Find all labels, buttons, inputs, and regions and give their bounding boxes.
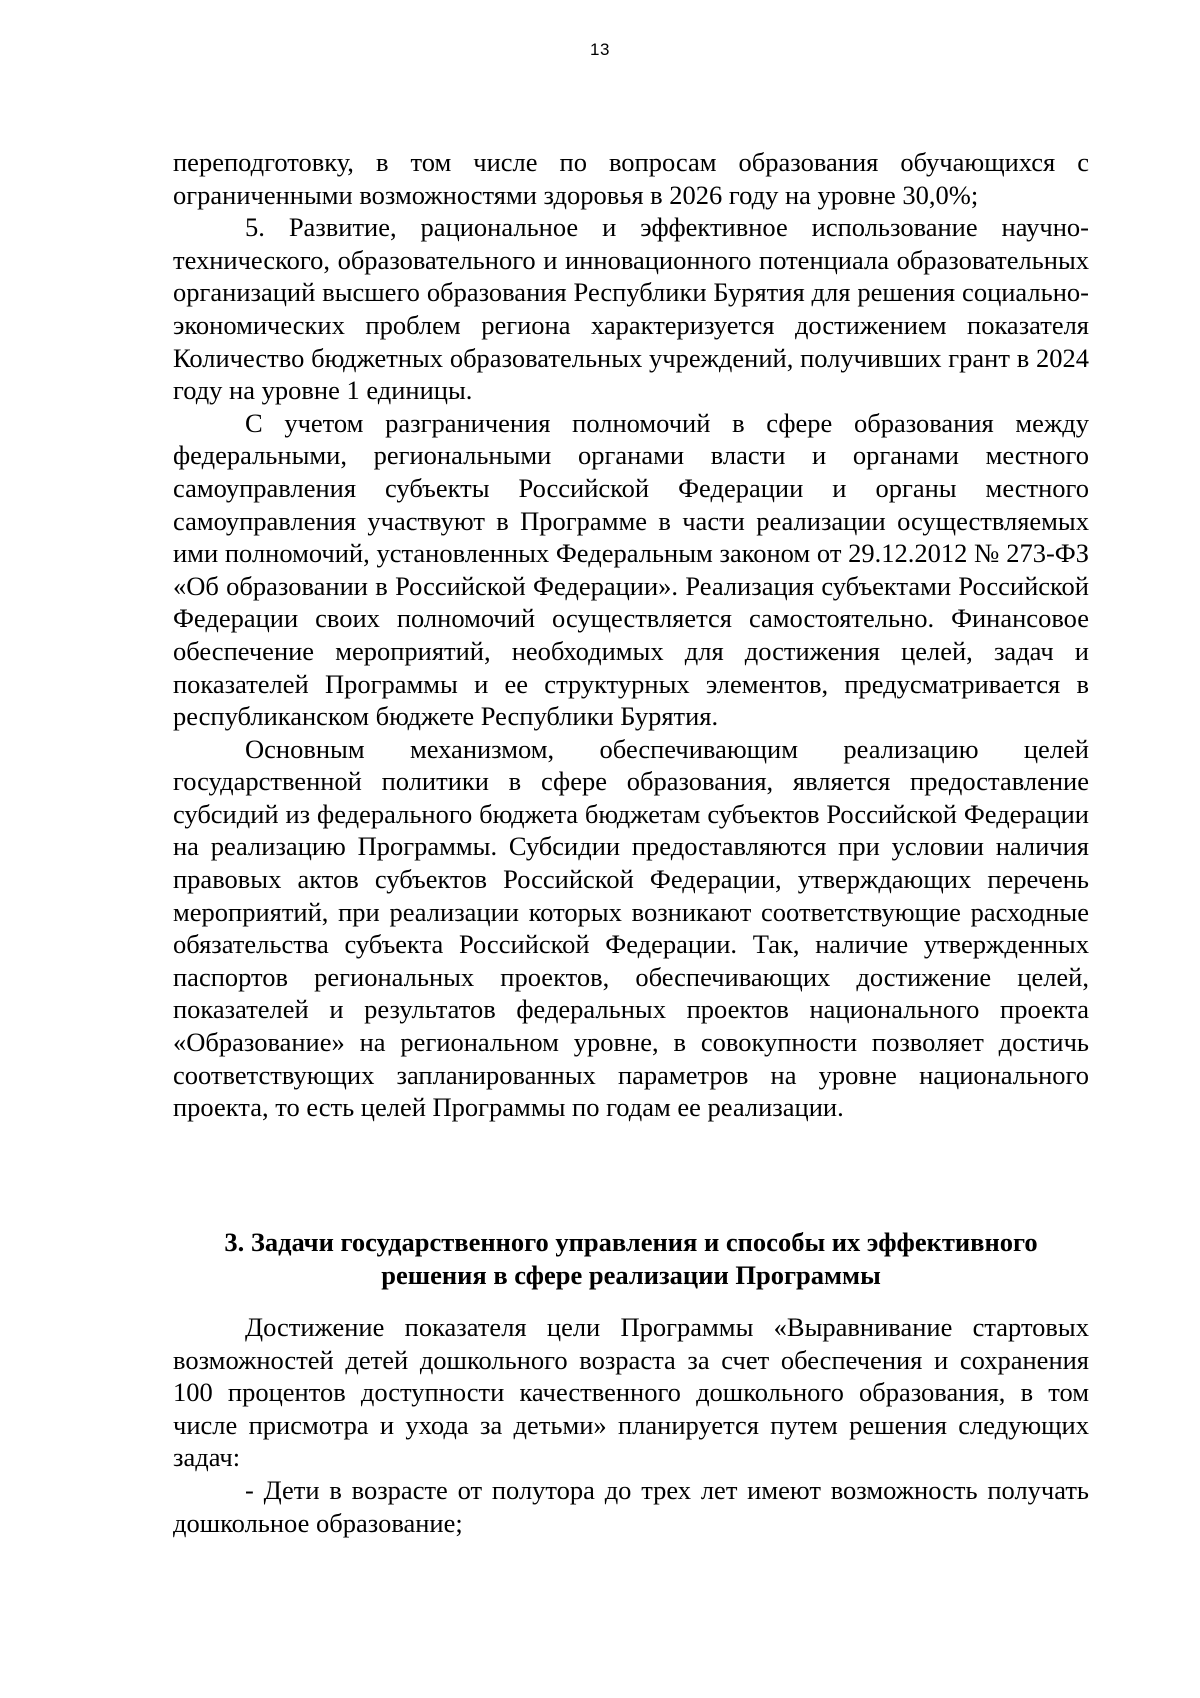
paragraph-goal: Достижение показателя цели Программы «Выравнивание стартовых возможностей детей дошкольного возраста за счет обеспечения и сохранения 100 процентов доступности качественного дошкольного образования, в том числе присмотра и ухода за детьми» планируется путем решения следующих задач: xyxy=(173,1312,1089,1473)
paragraph-continuation: переподготовку, в том числе по вопросам образования обучающихся с ограниченными возможностями здоровья в 2026 году на уровне 30,0%; xyxy=(173,147,1089,210)
section-heading-line-2: решения в сфере реализации Программы xyxy=(381,1259,881,1290)
paragraph-task-list-item: - Дети в возрасте от полутора до трех лет имеют возможность получать дошкольное образование; xyxy=(173,1474,1089,1538)
section-heading xyxy=(173,1226,1089,1291)
paragraph-mechanism: Основным механизмом, обеспечивающим реализацию целей государственной политики в сфере образования, является предоставление субсидий из федерального бюджета бюджетам субъектов Российской Федерации на реализацию Программы. Субсидии предоставляются при условии наличия правовых актов субъектов Российской Федерации, утверждающих перечень мероприятий, при реализации которых возникают соответствующие расходные обязательства субъекта Российской Федерации. Так, наличие утвержденных паспортов региональных проектов, обеспечивающих достижение целей, показателей и результатов федеральных проектов национального проекта «Образование» на региональном уровне, в совокупности позволяет достичь соответствующих запланированных параметров на уровне национального проекта, то есть целей Программы по годам ее реализации. xyxy=(173,733,1089,1123)
section-heading-line-1: 3. Задачи государственного управления и способы их эффективного xyxy=(224,1227,1038,1257)
page-number: 13 xyxy=(590,40,610,59)
paragraph-powers: С учетом разграничения полномочий в сфере образования между федеральными, региональными органами власти и органами местного самоуправления субъекты Российской Федерации и органы местного самоуправления участвуют в Программе в части реализации осуществляемых ими полномочий, установленных Федеральным законом от 29.12.2012 № 273-ФЗ «Об образовании в Российской Федерации». Реализация субъектами Российской Федерации своих полномочий осуществляется самостоятельно. Финансовое обеспечение мероприятий, необходимых для достижения целей, задач и показателей Программы и ее структурных элементов, предусматривается в республиканском бюджете Республики Бурятия. xyxy=(173,407,1089,732)
body-text-bottom xyxy=(173,1311,1089,1539)
paragraph-item-5: 5. Развитие, рациональное и эффективное использование научно-технического, образовательного и инновационного потенциала образовательных организаций высшего образования Республики Бурятия для решения социально-экономических проблем региона характеризуется достижением показателя Количество бюджетных образовательных учреждений, получивших грант в 2024 году на уровне 1 единицы. xyxy=(173,212,1089,406)
body-text-top xyxy=(173,146,1089,1124)
